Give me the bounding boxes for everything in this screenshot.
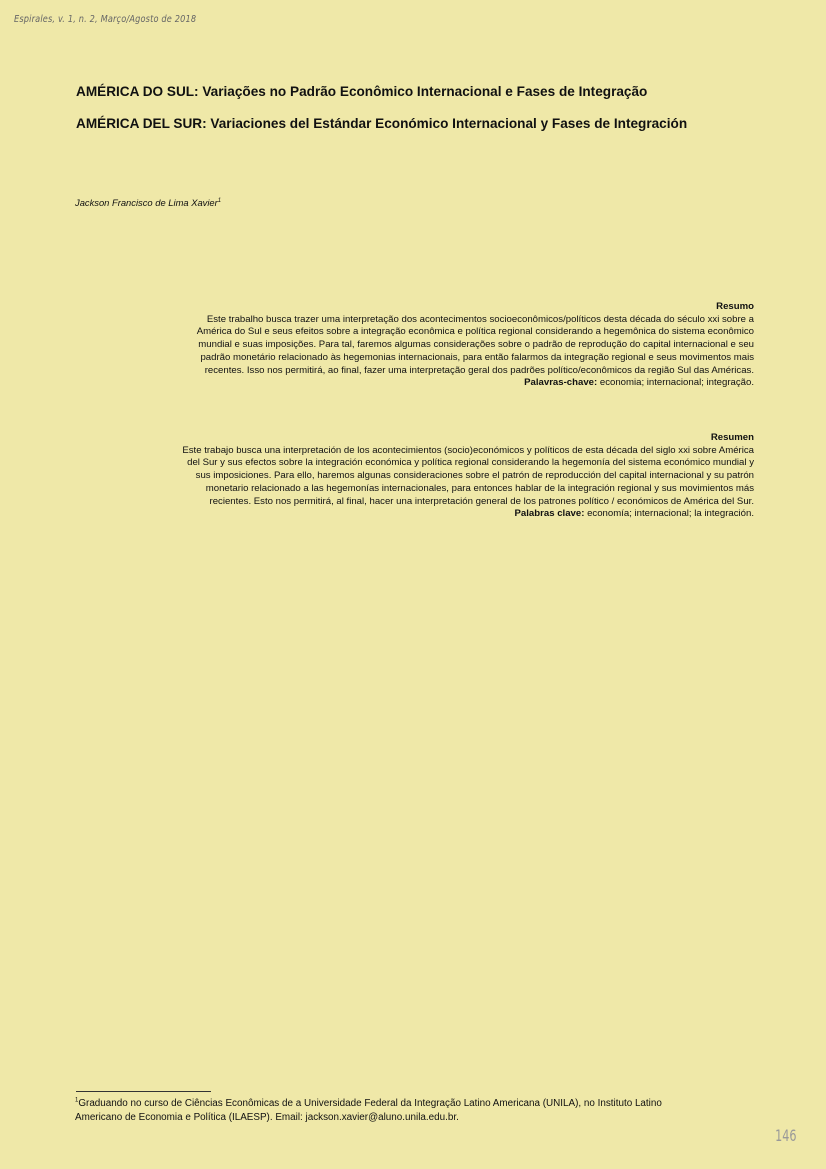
keywords-label: Palavras-chave: [524,377,598,389]
footnote-text: Graduando no curso de Ciências Econômicas de a Universidade Federal da Integração Latino Americana (UNILA), no Instituto Latino [78,1098,662,1109]
footnote-mark: 1 [75,1097,79,1104]
abstract-line: sus imposiciones. Para ello, haremos algunas consideraciones sobre el patrón de reproducción del capital internacional y su patrón [195,470,754,482]
footnote-divider [76,1091,211,1092]
footnote-line [75,1097,765,1111]
title-spanish: AMÉRICA DEL SUR: Variaciones del Estándar Económico Internacional y Fases de Integración [76,116,688,131]
keywords-text: economia; internacional; integração. [597,377,754,389]
keywords-text: economía; internacional; la integración. [584,508,754,520]
keywords-label: Palabras clave: [514,508,585,520]
page-number: 146 [775,1126,797,1145]
author-line [75,197,221,208]
abstract-line: Este trabalho busca trazer uma interpretação dos acontecimentos socioeconômicos/políticos desta década do século xxi sobre a [206,313,754,325]
footnote-line: Americano de Economia e Política (ILAESP). Email: jackson.xavier@aluno.unila.edu.br. [75,1111,459,1123]
abstract-line: mundial e suas imposições. Para tal, faremos algumas considerações sobre o padrão de reprodução do capital internacional e seu [198,339,754,351]
abstract-line: recientes. Esto nos permitirá, al final, hacer una interpretación general de los patrones político / económicos de América del Sur. [209,495,754,507]
abstract-spanish [74,432,754,521]
abstract-line: Este trabajo busca una interpretación de los acontecimientos (socio)económicos y políticos de esta década del siglo xxi sobre América [182,444,754,456]
abstract-heading: Resumo [716,301,754,312]
author-footnote-mark[interactable]: 1 [217,197,222,204]
abstract-line: América do Sul e seus efeitos sobre a integração econômica e política regional considerando a hegemônica do sistema econômico [196,326,754,338]
keywords-line [74,377,754,390]
abstract-heading: Resumen [710,432,754,443]
abstract-portuguese [74,301,754,390]
abstract-line: del Sur y sus efectos sobre la integración económica y política regional considerando la hegemonía del sistema económico mundial y [187,457,754,469]
author-name: Jackson Francisco de Lima Xavier [75,197,218,208]
footnote [75,1097,765,1124]
abstract-line: padrão monetário relacionado às hegemonias internacionais, para então falarmos da integração regional e seus movimentos mais [200,351,754,363]
abstract-line: monetario relacionado a las hegemonías internacionales, para entonces hablar de la integración regional y sus movimientos más [205,482,754,494]
running-head: Espirales, v. 1, n. 2, Março/Agosto de 2018 [14,14,197,25]
title-portuguese: AMÉRICA DO SUL: Variações no Padrão Econômico Internacional e Fases de Integração [76,84,648,99]
keywords-line [74,508,754,521]
abstract-line: recentes. Isso nos permitirá, ao final, fazer uma interpretação geral dos padrões político/econômicos da região Sul das Américas. [204,364,754,376]
